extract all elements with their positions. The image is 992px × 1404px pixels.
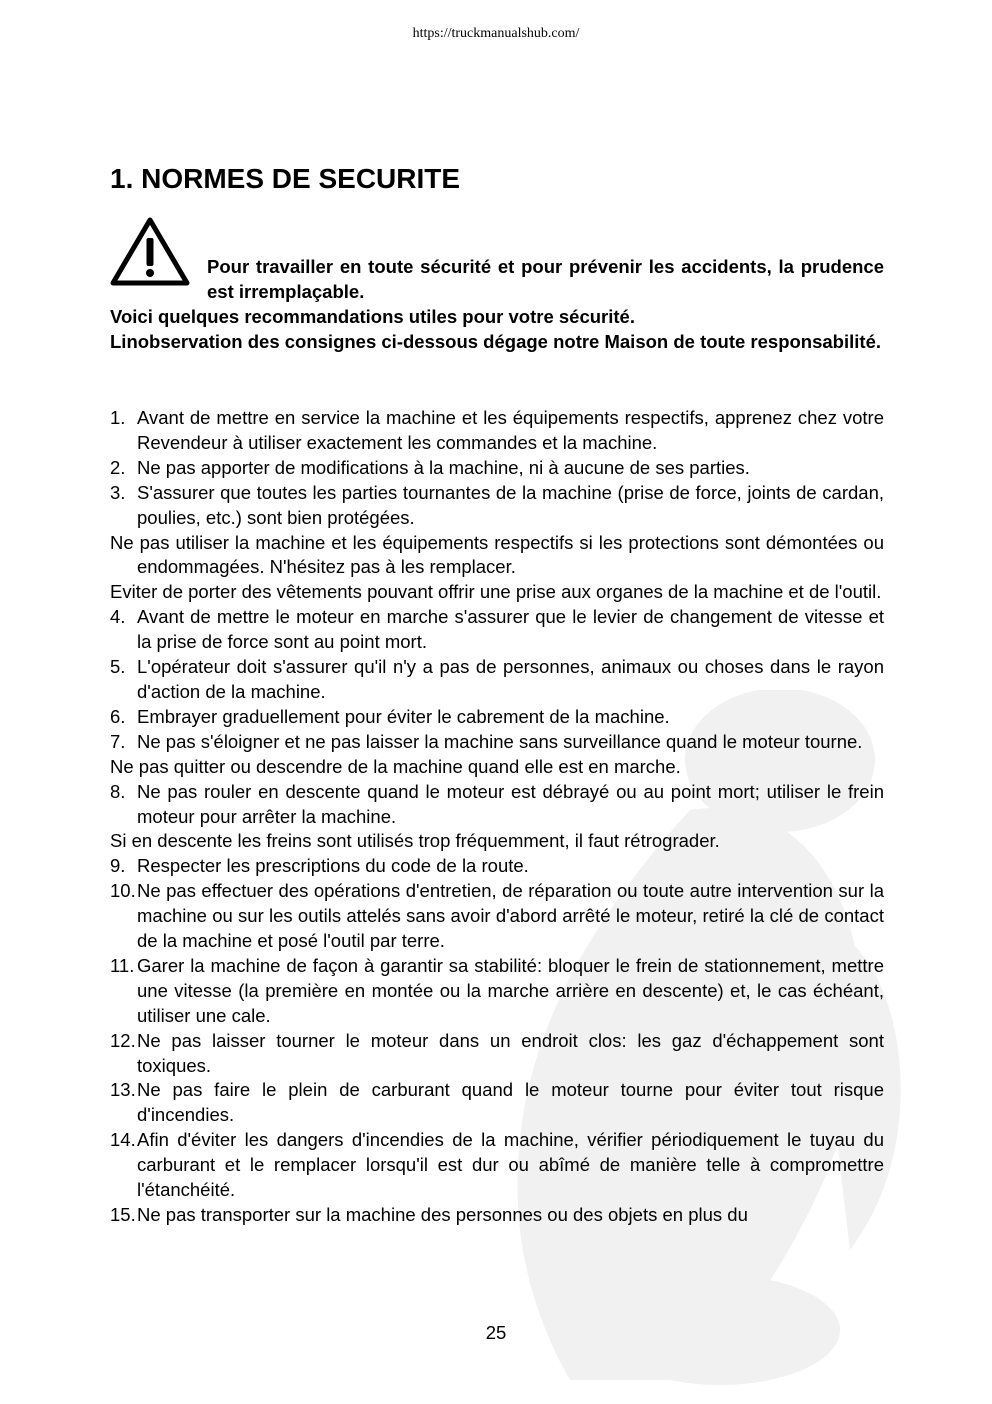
section-title: 1. NORMES DE SECURITE <box>110 163 461 194</box>
rule-text: S'assurer que toutes les parties tournantes de la machine (prise de force, joints de cardan, poulies, etc.) sont bien protégées. <box>137 481 884 528</box>
warning-liability-text: Linobservation des consignes ci-dessous dégage notre Maison de toute responsabilité. <box>110 331 881 352</box>
rule-text: Avant de mettre le moteur en marche s'assurer que le levier de changement de vitesse et la prise de force sont au point mort. <box>137 606 884 653</box>
rule-item <box>110 705 884 730</box>
rule-item <box>110 954 884 1029</box>
page-number: 25 <box>485 1322 507 1343</box>
source-url[interactable]: https://truckmanualshub.com/ <box>412 26 580 41</box>
rule-number: 12. <box>110 1029 136 1051</box>
rule-text: Ne pas transporter sur la machine des personnes ou des objets en plus du <box>137 1204 748 1225</box>
rule-item <box>110 605 884 655</box>
rule-number: 7. <box>110 730 126 752</box>
rule-number: 3. <box>110 481 126 503</box>
rule-text: Garer la machine de façon à garantir sa stabilité: bloquer le frein de stationnement, mettre une vitesse (la première en montée ou la marche arrière en descente) et, le cas échéant, utiliser une cale. <box>137 954 884 1026</box>
rule-text: Ne pas rouler en descente quand le moteur est débrayé ou au point mort; utiliser le frein moteur pour arrêter la machine. <box>137 780 884 827</box>
safety-warning-block <box>110 254 884 354</box>
rule-item <box>110 780 884 830</box>
rule-number: 13. <box>110 1079 136 1101</box>
rule-item <box>110 854 884 879</box>
rule-item <box>110 481 884 531</box>
rule-note: Ne pas quitter ou descendre de la machine quand elle est en marche. <box>110 755 681 777</box>
rule-number: 5. <box>110 656 126 678</box>
rule-item <box>110 456 884 481</box>
rule-item <box>110 1128 884 1203</box>
rule-number: 4. <box>110 606 126 628</box>
rule-item <box>110 1078 884 1128</box>
rule-number: 6. <box>110 705 126 727</box>
rule-item <box>110 406 884 456</box>
rule-text: Ne pas effectuer des opérations d'entretien, de réparation ou toute autre intervention sur la machine ou sur les outils attelés sans avoir d'abord arrêté le moteur, retiré la clé de contact de la machine et posé l'outil par terre. <box>137 880 884 952</box>
rule-text: Ne pas s'éloigner et ne pas laisser la machine sans surveillance quand le moteur tourne. <box>137 730 863 752</box>
rule-note: Ne pas utiliser la machine et les équipements respectifs si les protections sont démontées ou endommagées. N'hésitez pas à les remplacer. <box>110 531 884 578</box>
rule-number: 9. <box>110 855 126 877</box>
warning-recommendations-text: Voici quelques recommandations utiles pour votre sécurité. <box>110 306 635 327</box>
rule-text: Respecter les prescriptions du code de la route. <box>137 855 529 877</box>
rule-text: Ne pas faire le plein de carburant quand le moteur tourne pour éviter tout risque d'incendies. <box>137 1079 884 1126</box>
rule-number: 11. <box>110 954 135 976</box>
rule-text: Afin d'éviter les dangers d'incendies de la machine, vérifier périodiquement le tuyau du carburant et le remplacer lorsqu'il est dur ou abîmé de manière telle à compromettre l'étanchéité. <box>137 1129 884 1201</box>
rule-item <box>110 1203 884 1228</box>
rule-note: Si en descente les freins sont utilisés trop fréquemment, il faut rétrograder. <box>110 830 720 852</box>
rule-number: 14. <box>110 1129 136 1151</box>
rule-text: Avant de mettre en service la machine et les équipements respectifs, apprenez chez votre Revendeur à utiliser exactement les commandes et la machine. <box>137 407 884 453</box>
rule-number: 8. <box>110 780 126 802</box>
safety-rules-list <box>110 406 884 1228</box>
rule-note: Eviter de porter des vêtements pouvant offrir une prise aux organes de la machine et de l'outil. <box>110 581 882 603</box>
rule-item <box>110 730 884 755</box>
rule-item <box>110 1029 884 1079</box>
rule-text: Ne pas laisser tourner le moteur dans un endroit clos: les gaz d'échappement sont toxiques. <box>137 1029 884 1076</box>
rule-item <box>110 879 884 954</box>
rule-item <box>110 655 884 705</box>
rule-number: 10. <box>110 880 136 902</box>
warning-lead-text: Pour travailler en toute sécurité et pour prévenir les accidents, la prudence est irremplaçable. <box>207 256 884 302</box>
rule-text: Embrayer graduellement pour éviter le cabrement de la machine. <box>137 705 670 727</box>
rule-text: L'opérateur doit s'assurer qu'il n'y a pas de personnes, animaux ou choses dans le rayon d'action de la machine. <box>137 656 884 702</box>
rule-number: 1. <box>110 407 126 428</box>
rule-text: Ne pas apporter de modifications à la machine, ni à aucune de ses parties. <box>137 456 750 478</box>
rule-number: 2. <box>110 456 126 478</box>
rule-number: 15. <box>110 1204 136 1225</box>
